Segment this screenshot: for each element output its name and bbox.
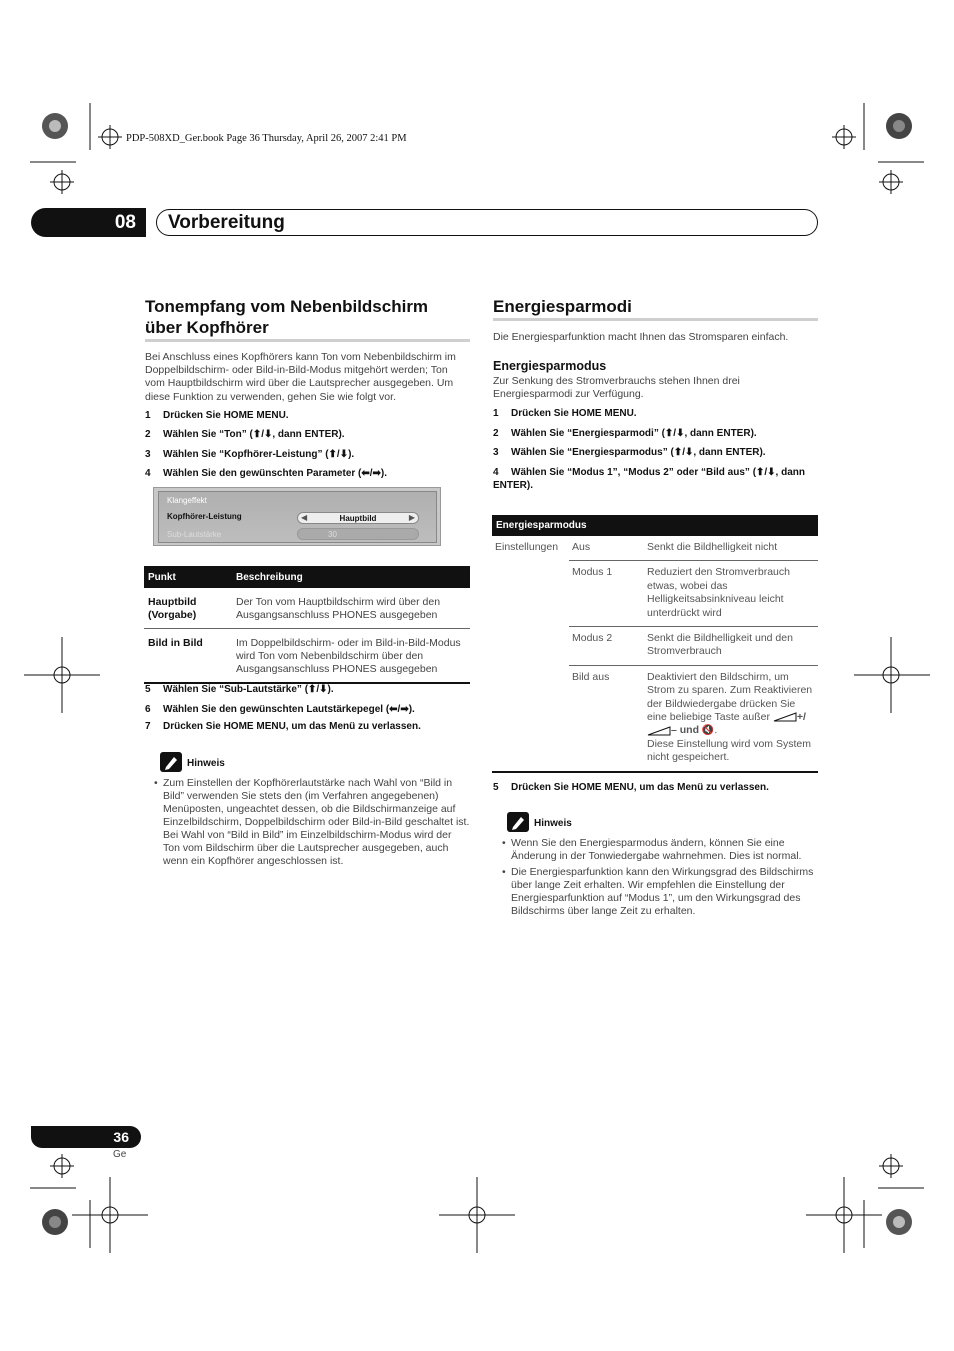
row-value: Senkt die Bildhelligkeit nicht [644, 536, 818, 561]
chapter-number: 08 [31, 208, 146, 237]
r-step-2: 2 Wählen Sie “Energiesparmodi” (⬆/⬇, dann ENTER). [493, 428, 757, 439]
volume-down-icon [647, 726, 671, 736]
arrow-left-icon: ◀ [301, 513, 308, 522]
left-heading [145, 296, 470, 338]
row-value: Im Doppelbildschirm- oder im Bild-in-Bild-Modus wird Ton vom Nebenbildschirm über den Ausgangsanschluss PHONES ausgegeben [232, 629, 470, 684]
right-sub-intro: Zur Senkung des Stromverbrauchs stehen Ihnen drei Energiesparmodi zur Verfügung. [493, 375, 740, 401]
bildaus-note: Diese Einstellung wird vom System nicht gespeichert. [647, 737, 811, 764]
col-punkt: Punkt [144, 566, 232, 588]
right-intro: Die Energiesparfunktion macht Ihnen das Stromsparen einfach. [493, 331, 789, 343]
table-header: Energiesparmodus [492, 515, 818, 536]
osd-volume-value: 30 [328, 530, 337, 539]
minus-label: – und [671, 724, 699, 737]
step-5: 5 Wählen Sie “Sub-Lautstärke” (⬆/⬇). [145, 684, 334, 695]
col-beschreibung: Beschreibung [232, 566, 470, 588]
left-intro: Bei Anschluss eines Kopfhörers kann Ton vom Nebenbildschirm im Doppelbildschirm- oder Bild-in-Bild-Modus mitgehört werden; Ton vom Hauptbildschirm wird über die Lautsprecher ausgegeben. Um diese Funktion zu verwenden, gehen Sie wie folgt vor. [145, 351, 456, 403]
left-heading-line2: über Kopfhörer [145, 318, 269, 337]
left-note-title: Hinweis [187, 758, 225, 769]
r-step-5: 5 Drücken Sie HOME MENU, um das Menü zu verlassen. [493, 782, 769, 793]
right-heading-rule [493, 318, 818, 321]
r-step-1: 1 Drücken Sie HOME MENU. [493, 408, 637, 419]
page-number: 36 [31, 1126, 141, 1148]
osd-screenshot [153, 487, 441, 546]
osd-volume-bar [297, 528, 419, 540]
period: . [714, 724, 718, 737]
step-1: 1 Drücken Sie HOME MENU. [145, 410, 289, 421]
right-note-1: • Wenn Sie den Energiesparmodus ändern, können Sie eine Änderung in der Tonwiedergabe wahrnehmen. Dies ist normal. [511, 837, 818, 863]
left-heading-line1: Tonempfang vom Nebenbildschirm [145, 297, 429, 316]
group-label: Einstellungen [492, 536, 569, 772]
row-key: Modus 1 [569, 561, 644, 627]
osd-hauptbild: Hauptbild [339, 514, 377, 523]
note-pencil-icon [160, 752, 182, 772]
volume-up-icon [773, 712, 797, 722]
step-6: 6 Wählen Sie den gewünschten Lautstärkepegel (⬅/➡). [145, 704, 415, 715]
step-3: 3 Wählen Sie “Kopfhörer-Leistung” (⬆/⬇). [145, 449, 355, 460]
table-row [144, 588, 470, 629]
osd-klangeffekt: Klangeffekt [167, 496, 207, 505]
left-note-text: • Zum Einstellen der Kopfhörerlautstärke nach Wahl von “Bild in Bild” verwenden Sie stets den (im Verfahren angegebenen) Menüposten, ungeachtet dessen, ob die Bildschirmanzeige auf Einzelbildschirm, Doppelbildschirm oder Bild-in-Bild geschaltet ist. Bei Wahl von “Bild in Bild” im Einzelbildschirm-Modus wird der Ton vom Bildschirm über die Lautsprecher ausgegeben, auch wenn ein Kopfhörer angeschlossen ist. [163, 777, 470, 868]
right-note-title: Hinweis [534, 818, 572, 829]
row-value: Der Ton vom Hauptbildschirm wird über den Ausgangsanschluss PHONES ausgegeben [232, 588, 470, 629]
right-note-2: • Die Energiesparfunktion kann den Wirkungsgrad des Bildschirms über lange Zeit erhalten. Wir empfehlen die Einstellung der Energiesparfunktion auf “Modus 1”, um den Wirkungsgrad des Bildschirms über lange Zeit zu erhalten. [511, 866, 818, 918]
row-key: Bild in Bild [144, 629, 232, 684]
left-heading-rule [145, 339, 470, 342]
row-key: Hauptbild (Vorgabe) [144, 588, 232, 629]
row-value: Reduziert den Stromverbrauch etwas, wobei das Helligkeitsabsinkniveau leicht unterdrückt wird [644, 561, 818, 627]
step-2: 2 Wählen Sie “Ton” (⬆/⬇, dann ENTER). [145, 429, 345, 440]
language-code: Ge [113, 1149, 127, 1160]
right-subheading: Energiesparmodus [493, 359, 607, 373]
plus-label: +/ [796, 711, 806, 724]
punkt-table [144, 566, 470, 684]
osd-kopfhoerer-leistung: Kopfhörer-Leistung [167, 512, 242, 521]
energiesparmodus-table [492, 515, 818, 773]
osd-sub-lautstaerke: Sub-Lautstärke [167, 530, 222, 539]
table-row [144, 629, 470, 684]
r-step-3: 3 Wählen Sie “Energiesparmodus” (⬆/⬇, dann ENTER). [493, 447, 766, 458]
row-key: Bild aus [569, 665, 644, 771]
r-step-4: 4 Wählen Sie “Modus 1”, “Modus 2” oder “Bild aus” (⬆/⬇, dann ENTER). [493, 467, 806, 491]
row-key: Aus [569, 536, 644, 561]
row-key: Modus 2 [569, 627, 644, 666]
book-header: PDP-508XD_Ger.book Page 36 Thursday, April 26, 2007 2:41 PM [126, 133, 407, 144]
arrow-right-icon: ▶ [408, 513, 415, 522]
right-heading: Energiesparmodi [493, 297, 632, 316]
step-4: 4 Wählen Sie den gewünschten Parameter (⬅/➡). [145, 468, 388, 479]
row-value: Senkt die Bildhelligkeit und den Stromverbrauch [644, 627, 818, 666]
note-pencil-icon [507, 812, 529, 832]
chapter-title: Vorbereitung [168, 212, 285, 233]
table-row [492, 536, 818, 561]
mute-icon: 🔇 [701, 725, 715, 737]
bildaus-text: Deaktiviert den Bildschirm, um Strom zu sparen. Zum Reaktivieren der Bildwiedergabe drücken Sie eine beliebige Taste außer [647, 670, 813, 724]
osd-selector [297, 512, 419, 524]
step-7: 7 Drücken Sie HOME MENU, um das Menü zu verlassen. [145, 721, 421, 732]
row-value [644, 665, 818, 771]
